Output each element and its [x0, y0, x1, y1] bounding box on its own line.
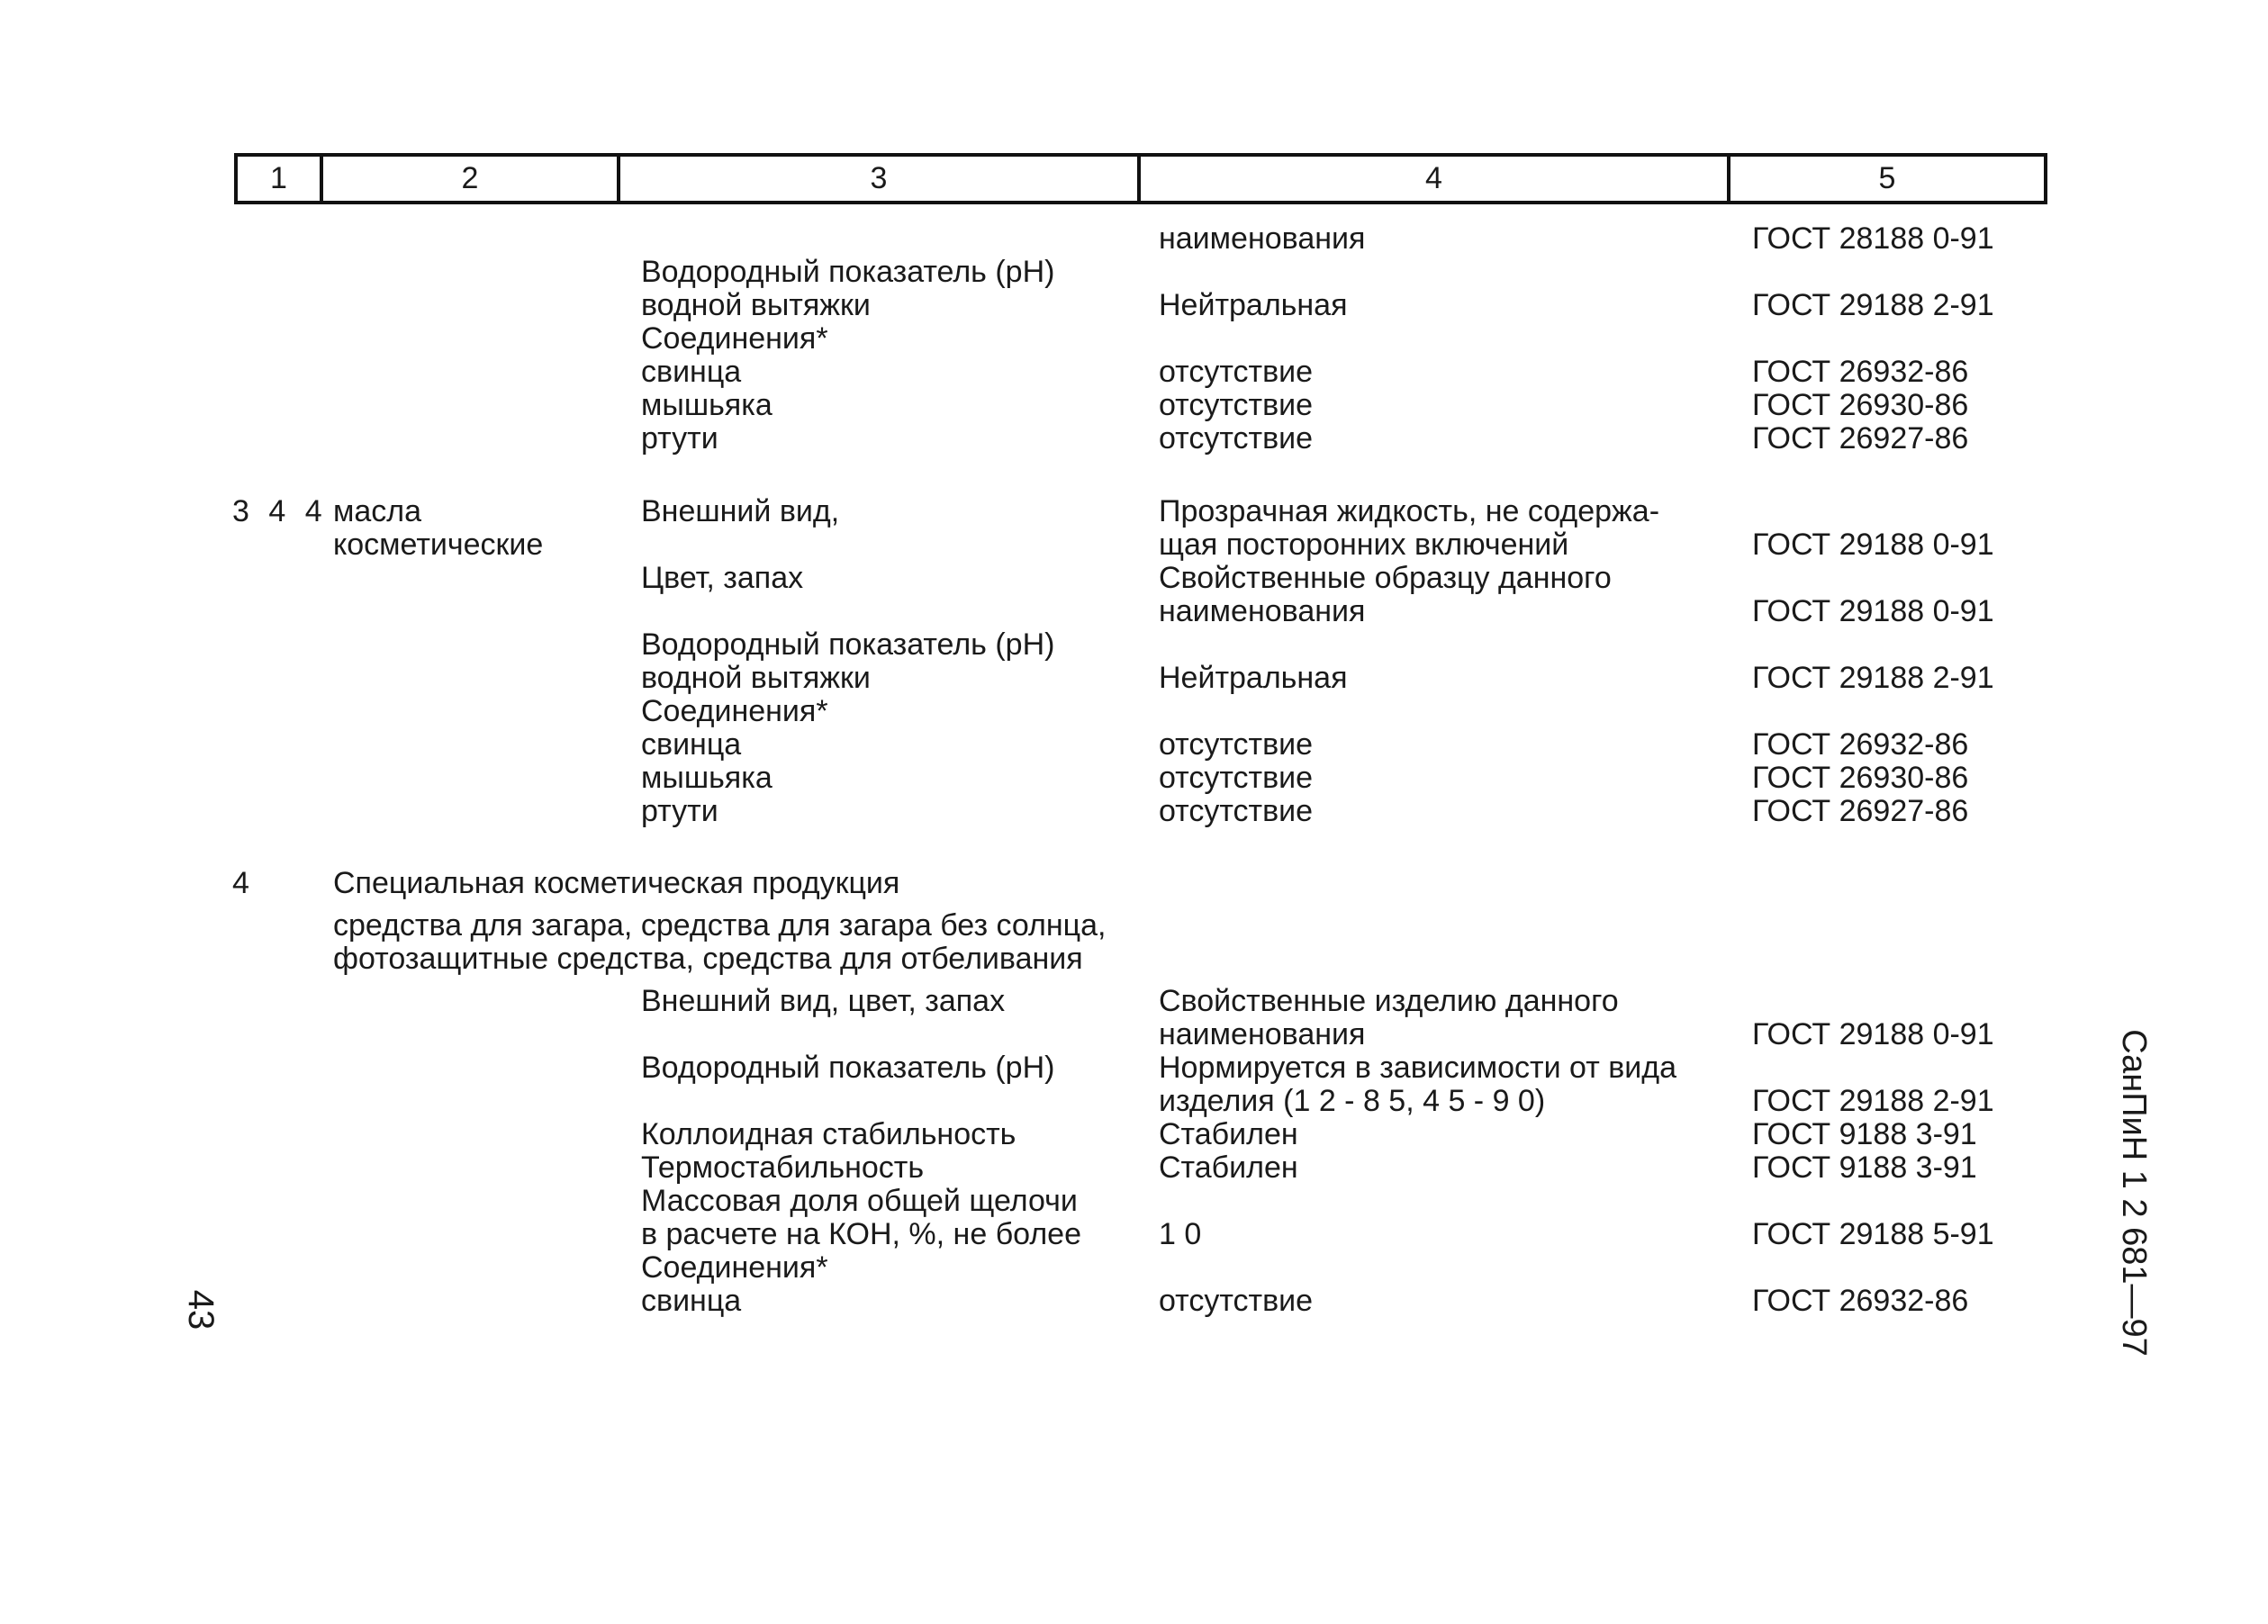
- cell-c4: отсутствие: [1159, 727, 1314, 762]
- cell-c3: свинца: [641, 727, 742, 762]
- cell-c5: ГОСТ 26932-86: [1752, 1284, 1969, 1318]
- cell-c5: ГОСТ 29188 2-91: [1752, 661, 1994, 695]
- cell-c4: Нормируется в зависимости от вида: [1159, 1051, 1677, 1085]
- cell-c4: наименования: [1159, 594, 1366, 628]
- cell-c3: Водородный показатель (рН): [641, 627, 1055, 662]
- header-col-4: 4: [1141, 157, 1730, 201]
- cell-c5: ГОСТ 29188 0-91: [1752, 1017, 1994, 1051]
- cell-c3: мышьяка: [641, 388, 773, 422]
- cell-c4: наименования: [1159, 221, 1366, 256]
- cell-c3: Соединения*: [641, 1250, 828, 1285]
- cell-c5: ГОСТ 26927-86: [1752, 794, 1969, 828]
- cell-c5: ГОСТ 29188 2-91: [1752, 288, 1994, 322]
- cell-c4: изделия (1 2 - 8 5, 4 5 - 9 0): [1159, 1084, 1546, 1118]
- cell-c3: Внешний вид,: [641, 494, 840, 528]
- cell-c5: ГОСТ 26927-86: [1752, 421, 1969, 456]
- cell-c5: ГОСТ 28188 0-91: [1752, 221, 1994, 256]
- cell-sec: Специальная косметическая продукция: [333, 866, 900, 900]
- cell-c4: отсутствие: [1159, 355, 1314, 389]
- cell-c3: Цвет, запах: [641, 561, 804, 595]
- cell-c3: ртути: [641, 794, 718, 828]
- cell-c4: щая посторонних включений: [1159, 528, 1569, 562]
- cell-c3: ртути: [641, 421, 718, 456]
- cell-c3: Внешний вид, цвет, запах: [641, 984, 1006, 1018]
- document-code: СанПиН 1 2 681—97: [2115, 1029, 2153, 1357]
- cell-c4: отсутствие: [1159, 794, 1314, 828]
- cell-c5: ГОСТ 29188 2-91: [1752, 1084, 1994, 1118]
- cell-c5: ГОСТ 29188 0-91: [1752, 594, 1994, 628]
- header-col-1: 1: [238, 157, 323, 201]
- cell-c4: отсутствие: [1159, 388, 1314, 422]
- cell-c3: Соединения*: [641, 321, 828, 356]
- cell-c3: водной вытяжки: [641, 661, 871, 695]
- cell-c5: ГОСТ 29188 5-91: [1752, 1217, 1994, 1251]
- cell-c3: Соединения*: [641, 694, 828, 728]
- cell-c4: Прозрачная жидкость, не содержа-: [1159, 494, 1660, 528]
- cell-c4: отсутствие: [1159, 421, 1314, 456]
- cell-c5: ГОСТ 26930-86: [1752, 761, 1969, 795]
- header-col-5: 5: [1878, 161, 1896, 195]
- cell-c4: 1 0: [1159, 1217, 1202, 1251]
- cell-c4: Свойственные образцу данного: [1159, 561, 1612, 595]
- cell-c5: ГОСТ 26932-86: [1752, 727, 1969, 762]
- cell-c1: 4: [232, 866, 255, 900]
- cell-c5: ГОСТ 9188 3-91: [1752, 1117, 1977, 1151]
- cell-c5: ГОСТ 9188 3-91: [1752, 1150, 1977, 1185]
- cell-c5: ГОСТ 29188 0-91: [1752, 528, 1994, 562]
- cell-c3: свинца: [641, 1284, 742, 1318]
- cell-c4: Нейтральная: [1159, 661, 1348, 695]
- header-col-3: 3: [620, 157, 1141, 201]
- cell-c3: Термостабильность: [641, 1150, 925, 1185]
- cell-sec: средства для загара, средства для загара без солнца,: [333, 908, 1107, 943]
- cell-c3: Коллоидная стабильность: [641, 1117, 1017, 1151]
- cell-c3: Водородный показатель (рН): [641, 255, 1055, 289]
- cell-c5: ГОСТ 26932-86: [1752, 355, 1969, 389]
- cell-c4: Стабилен: [1159, 1117, 1298, 1151]
- cell-c4: отсутствие: [1159, 1284, 1314, 1318]
- cell-c3: Водородный показатель (рН): [641, 1051, 1055, 1085]
- cell-c4: наименования: [1159, 1017, 1366, 1051]
- cell-c4: Стабилен: [1159, 1150, 1298, 1185]
- cell-c4: отсутствие: [1159, 761, 1314, 795]
- cell-c4: Нейтральная: [1159, 288, 1348, 322]
- cell-c5: ГОСТ 26930-86: [1752, 388, 1969, 422]
- cell-c2: косметические: [333, 528, 544, 562]
- cell-sec: фотозащитные средства, средства для отбеливания: [333, 942, 1083, 976]
- cell-c3: водной вытяжки: [641, 288, 871, 322]
- cell-c3: свинца: [641, 355, 742, 389]
- page-number: 43: [181, 1289, 221, 1331]
- header-col-2: 2: [323, 157, 620, 201]
- cell-c3: мышьяка: [641, 761, 773, 795]
- cell-c2: масла: [333, 494, 422, 528]
- cell-c4: Свойственные изделию данного: [1159, 984, 1619, 1018]
- cell-c3: в расчете на КОН, %, не более: [641, 1217, 1081, 1251]
- cell-c1: 3 4 4: [232, 494, 328, 528]
- cell-c3: Массовая доля общей щелочи: [641, 1184, 1078, 1218]
